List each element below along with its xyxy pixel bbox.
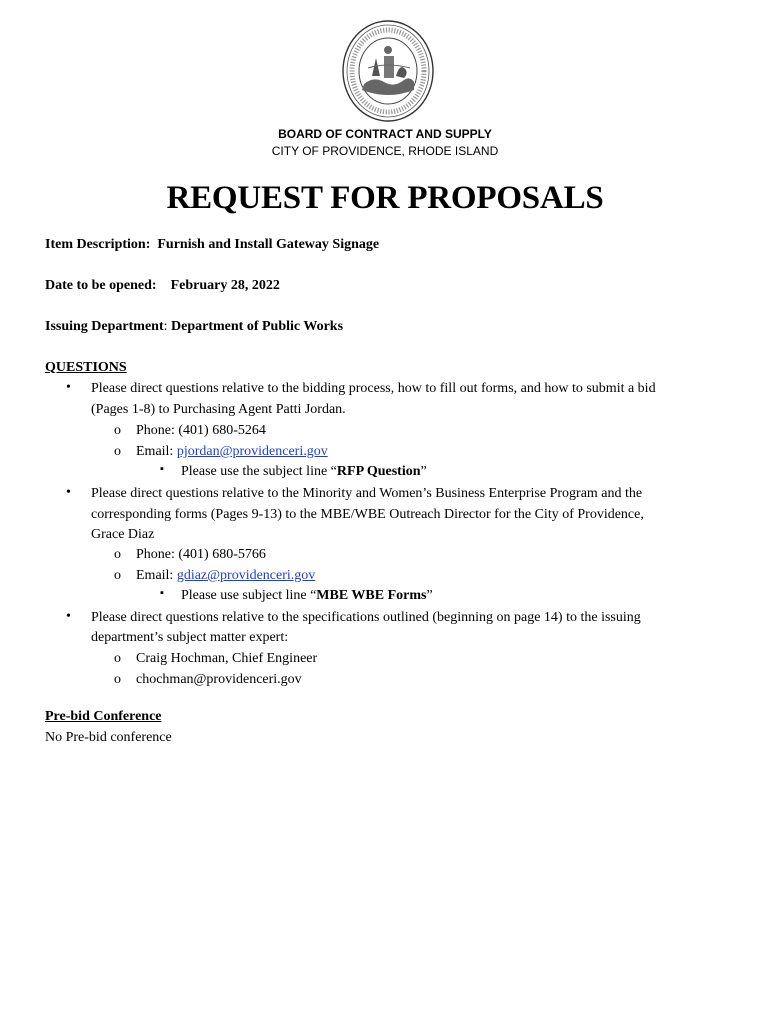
bullet-icon: • (66, 380, 71, 395)
date-opened-label: Date to be opened: (45, 278, 157, 293)
question-2-subject-line (181, 588, 433, 604)
city-name: CITY OF PROVIDENCE, RHODE ISLAND (271, 144, 499, 158)
question-1-subject-line (181, 464, 427, 480)
question-1-line-1: Please direct questions relative to the bidding process, how to fill out forms, and how to submit a bid (91, 381, 656, 396)
date-opened-value: February 28, 2022 (170, 278, 280, 293)
subject-prefix: Please use subject line “ (181, 588, 317, 603)
issuing-department-value: Department of Public Works (171, 319, 344, 334)
item-description-field (45, 237, 379, 253)
question-1-email-line (136, 444, 328, 460)
circle-bullet-icon: o (114, 444, 121, 459)
question-2-line-1: Please direct questions relative to the Minority and Women’s Business Enterprise Program and the (91, 486, 643, 501)
circle-bullet-icon: o (114, 651, 121, 666)
circle-bullet-icon: o (114, 423, 121, 438)
subject-prefix: Please use the subject line “ (181, 464, 337, 479)
board-name: BOARD OF CONTRACT AND SUPPLY (278, 127, 492, 141)
question-2-line-3: Grace Diaz (91, 527, 155, 542)
bullet-icon: • (66, 485, 71, 500)
subject-mbe-wbe-forms: MBE WBE Forms (316, 588, 427, 603)
subject-suffix: ” (420, 464, 427, 479)
email-label: Email: (136, 568, 177, 583)
pjordan-email-link[interactable]: pjordan@providenceri.gov (176, 444, 328, 459)
question-1-line-2: (Pages 1-8) to Purchasing Agent Patti Jordan. (91, 402, 346, 417)
item-description-label: Item Description: (45, 237, 151, 252)
issuing-department-field (45, 319, 343, 335)
circle-bullet-icon: o (114, 547, 121, 562)
subject-rfp-question: RFP Question (336, 464, 421, 479)
gdiaz-email-link[interactable]: gdiaz@providenceri.gov (176, 568, 316, 583)
question-3-email: chochman@providenceri.gov (136, 672, 302, 687)
question-3-line-1: Please direct questions relative to the specifications outlined (beginning on page 14) to the issuing (91, 610, 641, 625)
question-3-line-2: department’s subject matter expert: (91, 630, 289, 645)
question-3-contact: Craig Hochman, Chief Engineer (136, 651, 318, 666)
question-2-email-line (136, 568, 315, 584)
email-label: Email: (136, 444, 177, 459)
questions-heading: QUESTIONS (45, 360, 127, 375)
issuing-department-label: Issuing Department (45, 319, 164, 334)
question-2-phone: Phone: (401) 680-5766 (136, 547, 266, 562)
issuing-department-colon: : (163, 319, 168, 334)
prebid-heading: Pre-bid Conference (45, 709, 162, 724)
square-bullet-icon: ▪ (160, 587, 164, 599)
bullet-icon: • (66, 609, 71, 624)
document-title: REQUEST FOR PROPOSALS (166, 180, 604, 216)
circle-bullet-icon: o (114, 672, 121, 687)
question-1-phone: Phone: (401) 680-5264 (136, 423, 266, 438)
circle-bullet-icon: o (114, 568, 121, 583)
prebid-text: No Pre-bid conference (45, 730, 172, 745)
date-opened-field (45, 278, 280, 294)
city-seal-logo (340, 18, 436, 124)
subject-suffix: ” (426, 588, 433, 603)
question-2-line-2: corresponding forms (Pages 9-13) to the MBE/WBE Outreach Director for the City of Providence, (91, 507, 644, 522)
square-bullet-icon: ▪ (160, 463, 164, 475)
item-description-value: Furnish and Install Gateway Signage (157, 237, 380, 252)
